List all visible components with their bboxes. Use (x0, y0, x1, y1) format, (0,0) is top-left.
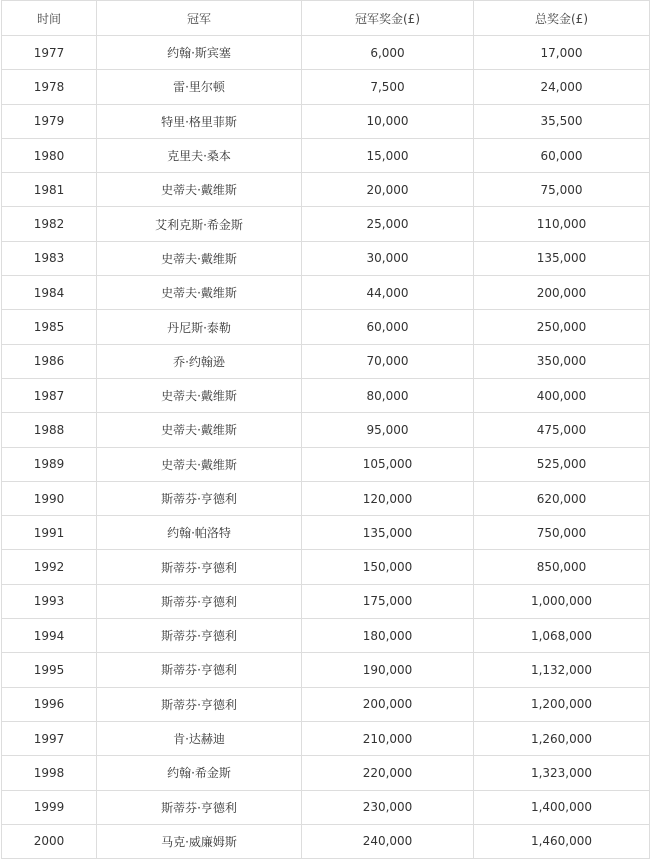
cell-champion-prize: 15,000 (302, 138, 474, 172)
cell-year: 1983 (2, 241, 97, 275)
cell-total-prize: 1,132,000 (474, 653, 650, 687)
cell-year: 1992 (2, 550, 97, 584)
cell-champion-prize: 10,000 (302, 104, 474, 138)
cell-year: 1977 (2, 36, 97, 70)
table-row (2, 378, 650, 412)
table-row (2, 481, 650, 515)
cell-total-prize: 1,460,000 (474, 824, 650, 858)
cell-champion-prize: 6,000 (302, 36, 474, 70)
cell-champion-prize: 135,000 (302, 516, 474, 550)
cell-total-prize: 24,000 (474, 70, 650, 104)
table-row (2, 104, 650, 138)
table-row (2, 138, 650, 172)
cell-champion-prize: 200,000 (302, 687, 474, 721)
cell-champion-prize: 230,000 (302, 790, 474, 824)
table-row (2, 721, 650, 755)
cell-total-prize: 750,000 (474, 516, 650, 550)
cell-total-prize: 1,068,000 (474, 619, 650, 653)
cell-champion-prize: 190,000 (302, 653, 474, 687)
table-row (2, 344, 650, 378)
cell-champion-prize: 44,000 (302, 276, 474, 310)
cell-champion-prize: 7,500 (302, 70, 474, 104)
cell-champion: 克里夫·桑本 (97, 138, 302, 172)
table-row (2, 70, 650, 104)
cell-total-prize: 17,000 (474, 36, 650, 70)
cell-year: 1988 (2, 413, 97, 447)
cell-champion-prize: 105,000 (302, 447, 474, 481)
cell-total-prize: 400,000 (474, 378, 650, 412)
table-row (2, 173, 650, 207)
cell-year: 1995 (2, 653, 97, 687)
table-row (2, 310, 650, 344)
cell-champion: 乔·约翰逊 (97, 344, 302, 378)
cell-champion-prize: 25,000 (302, 207, 474, 241)
cell-champion: 马克·威廉姆斯 (97, 824, 302, 858)
cell-champion-prize: 180,000 (302, 619, 474, 653)
cell-champion: 特里·格里菲斯 (97, 104, 302, 138)
cell-total-prize: 250,000 (474, 310, 650, 344)
cell-year: 1989 (2, 447, 97, 481)
cell-year: 1996 (2, 687, 97, 721)
table-header (2, 1, 650, 36)
cell-total-prize: 850,000 (474, 550, 650, 584)
cell-year: 1978 (2, 70, 97, 104)
table-body (2, 36, 650, 859)
cell-year: 1993 (2, 584, 97, 618)
cell-year: 1991 (2, 516, 97, 550)
cell-champion: 斯蒂芬·亨德利 (97, 687, 302, 721)
cell-champion: 斯蒂芬·亨德利 (97, 550, 302, 584)
cell-champion-prize: 175,000 (302, 584, 474, 618)
table-row (2, 447, 650, 481)
cell-champion: 斯蒂芬·亨德利 (97, 653, 302, 687)
table-row (2, 687, 650, 721)
table-row (2, 241, 650, 275)
cell-year: 1994 (2, 619, 97, 653)
header-row (2, 1, 650, 36)
cell-champion: 雷·里尔顿 (97, 70, 302, 104)
cell-year: 1982 (2, 207, 97, 241)
cell-year: 1990 (2, 481, 97, 515)
cell-champion-prize: 30,000 (302, 241, 474, 275)
cell-total-prize: 135,000 (474, 241, 650, 275)
cell-total-prize: 75,000 (474, 173, 650, 207)
cell-total-prize: 1,260,000 (474, 721, 650, 755)
cell-champion-prize: 120,000 (302, 481, 474, 515)
cell-total-prize: 110,000 (474, 207, 650, 241)
cell-year: 1981 (2, 173, 97, 207)
table-row (2, 619, 650, 653)
cell-champion: 史蒂夫·戴维斯 (97, 173, 302, 207)
table-row (2, 413, 650, 447)
cell-total-prize: 475,000 (474, 413, 650, 447)
header-year: 时间 (2, 1, 97, 36)
table-row (2, 36, 650, 70)
cell-year: 1979 (2, 104, 97, 138)
table-row (2, 824, 650, 858)
table-row (2, 550, 650, 584)
table-row (2, 516, 650, 550)
cell-year: 2000 (2, 824, 97, 858)
cell-year: 1997 (2, 721, 97, 755)
cell-champion: 肯·达赫迪 (97, 721, 302, 755)
cell-champion: 斯蒂芬·亨德利 (97, 584, 302, 618)
cell-champion: 史蒂夫·戴维斯 (97, 241, 302, 275)
table-row (2, 653, 650, 687)
cell-champion-prize: 60,000 (302, 310, 474, 344)
cell-champion: 斯蒂芬·亨德利 (97, 481, 302, 515)
header-champion: 冠军 (97, 1, 302, 36)
cell-total-prize: 350,000 (474, 344, 650, 378)
cell-champion: 史蒂夫·戴维斯 (97, 447, 302, 481)
cell-champion: 约翰·希金斯 (97, 756, 302, 790)
cell-total-prize: 1,400,000 (474, 790, 650, 824)
cell-champion: 丹尼斯·泰勒 (97, 310, 302, 344)
cell-champion: 史蒂夫·戴维斯 (97, 276, 302, 310)
cell-champion: 约翰·斯宾塞 (97, 36, 302, 70)
cell-champion-prize: 150,000 (302, 550, 474, 584)
cell-year: 1985 (2, 310, 97, 344)
cell-champion-prize: 80,000 (302, 378, 474, 412)
cell-champion: 斯蒂芬·亨德利 (97, 619, 302, 653)
cell-champion: 艾利克斯·希金斯 (97, 207, 302, 241)
header-champion-prize: 冠军奖金(£) (302, 1, 474, 36)
cell-total-prize: 200,000 (474, 276, 650, 310)
cell-champion: 斯蒂芬·亨德利 (97, 790, 302, 824)
table-row (2, 207, 650, 241)
cell-champion-prize: 20,000 (302, 173, 474, 207)
cell-champion-prize: 95,000 (302, 413, 474, 447)
cell-total-prize: 620,000 (474, 481, 650, 515)
cell-year: 1987 (2, 378, 97, 412)
table-row (2, 756, 650, 790)
cell-total-prize: 1,323,000 (474, 756, 650, 790)
cell-champion-prize: 220,000 (302, 756, 474, 790)
cell-champion: 史蒂夫·戴维斯 (97, 378, 302, 412)
cell-year: 1984 (2, 276, 97, 310)
cell-total-prize: 1,000,000 (474, 584, 650, 618)
cell-year: 1986 (2, 344, 97, 378)
table-row (2, 584, 650, 618)
table-row (2, 276, 650, 310)
cell-total-prize: 1,200,000 (474, 687, 650, 721)
cell-total-prize: 525,000 (474, 447, 650, 481)
prize-money-table (1, 0, 650, 859)
cell-total-prize: 60,000 (474, 138, 650, 172)
header-total-prize: 总奖金(£) (474, 1, 650, 36)
cell-champion-prize: 210,000 (302, 721, 474, 755)
cell-champion-prize: 240,000 (302, 824, 474, 858)
cell-champion: 史蒂夫·戴维斯 (97, 413, 302, 447)
cell-total-prize: 35,500 (474, 104, 650, 138)
table-row (2, 790, 650, 824)
cell-year: 1999 (2, 790, 97, 824)
cell-year: 1980 (2, 138, 97, 172)
cell-champion: 约翰·帕洛特 (97, 516, 302, 550)
cell-year: 1998 (2, 756, 97, 790)
cell-champion-prize: 70,000 (302, 344, 474, 378)
